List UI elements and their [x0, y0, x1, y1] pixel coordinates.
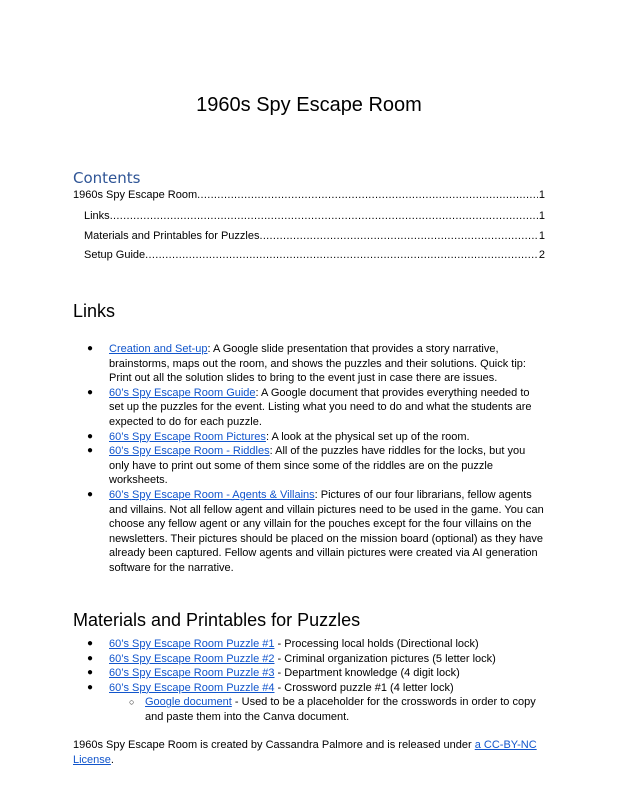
puzzle-4-link[interactable]: 60’s Spy Escape Room Puzzle #4 — [109, 681, 275, 694]
toc-entry-label: Materials and Printables for Puzzles — [84, 230, 260, 242]
links-list — [73, 342, 545, 576]
bullet-icon: ● — [87, 430, 94, 442]
agents-villains-link[interactable]: 60’s Spy Escape Room - Agents & Villains — [109, 488, 315, 501]
google-document-link[interactable]: Google document — [145, 696, 232, 709]
bullet-icon: ● — [87, 488, 94, 500]
list-item — [73, 386, 545, 430]
toc-entry-label: Setup Guide — [84, 249, 146, 261]
toc-leader-dots — [145, 248, 538, 262]
toc-entry[interactable] — [84, 209, 545, 223]
footer-end: . — [110, 753, 114, 766]
bullet-icon: ● — [87, 652, 94, 664]
hollow-bullet-icon: ○ — [129, 697, 135, 708]
list-item-text: : Pictures of our four librarians, fellow agents and villains. Not all fellow agent and villain pictures need to be used in the game. You can choose any fellow agent or any villain for the pouches except for the four villains on the newsletters. Their pictures should be placed on the mission board (optional) as they have already been captured. Fellow agents and villain pictures were created via AI generation software for the narrative. — [109, 488, 544, 574]
puzzle-2-link[interactable]: 60’s Spy Escape Room Puzzle #2 — [109, 652, 275, 665]
toc-entry-page: 1 — [538, 230, 545, 242]
list-item-text: : All of the puzzles have riddles for the locks, but you only have to print out some of them since some of the riddles are on the puzzle worksheets. — [109, 445, 526, 487]
toc-entry-page: 1 — [538, 189, 545, 201]
list-item — [73, 666, 545, 681]
toc-leader-dots — [259, 229, 537, 243]
toc-entry-page: 1 — [538, 210, 545, 222]
guide-link[interactable]: 60’s Spy Escape Room Guide — [109, 386, 256, 399]
bullet-icon: ● — [87, 667, 94, 679]
toc-entry-label: 1960s Spy Escape Room — [73, 189, 198, 201]
sub-list — [109, 695, 545, 724]
materials-heading: Materials and Printables for Puzzles — [73, 610, 361, 630]
toc-entry[interactable] — [84, 229, 545, 243]
list-item-text: : A Google document that provides everything needed to set up the puzzles for the event. Listing what you need to do and what the students are expected to do for each puzzle. — [109, 386, 532, 428]
links-heading: Links — [73, 301, 116, 321]
bullet-icon: ● — [87, 445, 94, 457]
bullet-icon: ● — [87, 343, 94, 354]
list-item — [73, 444, 545, 488]
riddles-link[interactable]: 60’s Spy Escape Room - Riddles — [109, 445, 270, 458]
list-item-text: - Criminal organization pictures (5 letter lock) — [274, 652, 496, 665]
materials-list — [73, 637, 545, 725]
toc-entry-page: 2 — [538, 249, 545, 261]
license-footer — [73, 738, 548, 767]
toc-entry[interactable] — [84, 248, 545, 262]
creation-setup-link[interactable]: Creation and Set-up — [109, 343, 208, 355]
puzzle-1-link[interactable]: 60’s Spy Escape Room Puzzle #1 — [109, 638, 275, 650]
toc-leader-dots — [110, 209, 538, 223]
document-title: 1960s Spy Escape Room — [196, 94, 422, 116]
toc-entry-label: Links — [84, 210, 110, 222]
bullet-icon: ● — [87, 638, 94, 649]
list-item — [73, 342, 545, 386]
pictures-link[interactable]: 60’s Spy Escape Room Pictures — [109, 430, 266, 443]
license-link[interactable]: a CC-BY-NC License — [73, 739, 537, 766]
list-item-text: - Used to be a placeholder for the crosswords in order to copy and paste them into the Canva document. — [145, 696, 536, 723]
list-item-text: : A Google slide presentation that provides a story narrative, brainstorms, maps out the room, and shows the puzzles and their solutions. Quick tip: Print out all the solution slides to bring to the event just in case there are issues. — [109, 343, 526, 385]
list-item-text: - Department knowledge (4 digit lock) — [274, 667, 460, 680]
toc-heading: Contents — [73, 169, 141, 187]
list-item — [73, 652, 545, 667]
toc-leader-dots — [197, 188, 538, 202]
list-item — [73, 430, 545, 445]
footer-text: 1960s Spy Escape Room is created by Cassandra Palmore and is released under — [73, 739, 475, 751]
list-item-text: : A look at the physical set up of the room. — [265, 430, 470, 443]
list-item — [73, 681, 545, 725]
bullet-icon: ● — [87, 681, 94, 693]
toc-entry[interactable] — [73, 188, 545, 202]
puzzle-3-link[interactable]: 60’s Spy Escape Room Puzzle #3 — [109, 667, 275, 680]
list-item — [73, 637, 545, 652]
list-item-text: - Crossword puzzle #1 (4 letter lock) — [274, 681, 454, 694]
sub-list-item — [109, 695, 545, 724]
bullet-icon: ● — [87, 386, 94, 398]
list-item-text: - Processing local holds (Directional lock) — [274, 638, 479, 650]
list-item — [73, 488, 545, 576]
